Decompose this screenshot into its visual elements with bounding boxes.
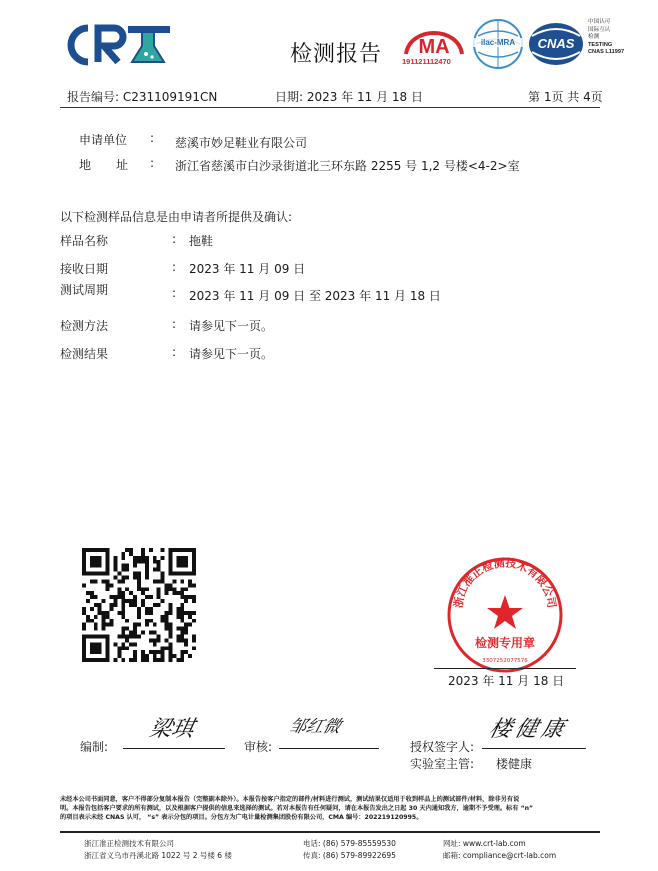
cnas-accreditation-block — [588, 19, 624, 57]
disclaimer-line: 明。本报告包括客户要求的所有测试，以及根据客户提供的信息来选择的测试。若对本报告有任何疑问，请在本报告发出之日起 30 天内通知我方，逾期不予受理。标有 “n” — [60, 805, 534, 812]
sample-intro: 以下检测样品信息是由申请者所提供及确认: — [60, 210, 293, 224]
report-number: 报告编号: C231109191CN — [67, 90, 218, 104]
lab-supervisor-name: 楼健康 — [496, 757, 533, 771]
address-label-1: 地 — [79, 158, 92, 172]
reviewer-sign-line — [279, 748, 379, 749]
qr-code[interactable] — [82, 548, 196, 662]
official-seal — [445, 555, 565, 675]
applicant-address: 浙江省慈溪市白沙录街道北三环东路 2255 号 1,2 号楼<4-2>室 — [175, 159, 520, 173]
report-date: 日期: 2023 年 11 月 18 日 — [275, 90, 424, 104]
page-indicator: 第 1页 共 4页 — [528, 90, 603, 104]
seal-arc-text: 浙江准正检测技术有限公司 — [451, 556, 559, 609]
colon: : — [150, 131, 155, 145]
reviewer-label: 审核: — [244, 740, 273, 754]
editor-label: 编制: — [80, 740, 109, 754]
colon: : — [172, 232, 177, 246]
lab-supervisor-label: 实验室主管: — [410, 757, 475, 771]
colon: : — [172, 317, 177, 331]
footer-divider — [60, 831, 600, 833]
receive-date-value: 2023 年 11 月 09 日 — [189, 262, 306, 276]
disclaimer-line: 的项目表示未经 CNAS 认可， “s” 表示分包的项目。分包方为广电计量检测集团股份有限公司，CMA 编号：202219120995。 — [60, 814, 423, 821]
colon: : — [172, 345, 177, 359]
reviewer-signature: 邹红微 — [286, 717, 344, 737]
footer-phone: 电话: (86) 579-85559530 — [303, 839, 396, 848]
test-period-value: 2023 年 11 月 09 日 至 2023 年 11 月 18 日 — [189, 289, 441, 303]
cnas-line: 国际互认 — [588, 26, 611, 33]
editor-sign-line — [123, 748, 225, 749]
test-method-value: 请参见下一页。 — [189, 319, 274, 333]
seal-underline — [434, 668, 576, 669]
editor-signature: 梁琪 — [146, 717, 197, 742]
sample-row-label: 测试周期 — [60, 283, 109, 297]
applicant-unit-label: 申请单位 — [79, 133, 128, 147]
svg-text:MA: MA — [418, 36, 450, 58]
disclaimer-line: 未经本公司书面同意，客户不得部分复制本报告（完整副本除外）。本报告按客户指定的部件/材料进行测试，测试结果仅适用于收到样品上的测试部件/材料，除非另有说 — [60, 796, 520, 803]
colon: : — [150, 156, 155, 170]
colon: : — [172, 286, 177, 300]
approver-signature: 楼健康 — [486, 717, 571, 742]
header-divider — [60, 107, 600, 108]
test-result-value: 请参见下一页。 — [189, 347, 274, 361]
footer-fax: 传真: (86) 579-89922695 — [303, 851, 396, 860]
cnas-line: TESTING — [588, 41, 613, 48]
cnas-line: CNAS L11997 — [588, 49, 625, 56]
ilac-text: ilac-MRA — [472, 38, 524, 47]
crt-logo — [58, 20, 188, 70]
applicant-unit: 慈溪市妙足鞋业有限公司 — [175, 136, 308, 150]
seal-date: 2023 年 11 月 18 日 — [448, 674, 565, 688]
seal-center-text: 检测专用章 — [474, 636, 536, 650]
ilac-mra-logo — [472, 18, 524, 70]
cnas-line: 中国认可 — [588, 19, 611, 25]
footer-email[interactable]: 邮箱: compliance@crt-lab.com — [443, 851, 557, 860]
sample-row-label: 检测结果 — [60, 347, 109, 361]
cnas-line: 检测 — [588, 34, 600, 41]
cnas-text: CNAS — [537, 36, 575, 51]
sample-row-label: 检测方法 — [60, 319, 109, 333]
ma-number: 191121112470 — [402, 57, 451, 66]
approver-sign-line — [482, 748, 586, 749]
footer-website[interactable]: 网址: www.crt-lab.com — [443, 839, 526, 848]
sample-row-label: 接收日期 — [60, 262, 109, 276]
cma-logo — [400, 20, 468, 68]
disclaimer — [60, 795, 605, 822]
seal-number: 3307252077576 — [482, 658, 528, 664]
footer-company: 浙江准正检测技术有限公司 — [84, 839, 174, 848]
sample-name-value: 拖鞋 — [189, 234, 214, 248]
approver-label: 授权签字人: — [410, 740, 475, 754]
colon: : — [172, 260, 177, 274]
footer-address: 浙江省义乌市丹溪北路 1022 号 2 号楼 6 楼 — [84, 851, 232, 860]
address-label-2: 址 — [116, 158, 129, 172]
cnas-logo — [528, 22, 584, 66]
report-title: 检测报告 — [290, 42, 383, 67]
sample-row-label: 样品名称 — [60, 234, 109, 248]
